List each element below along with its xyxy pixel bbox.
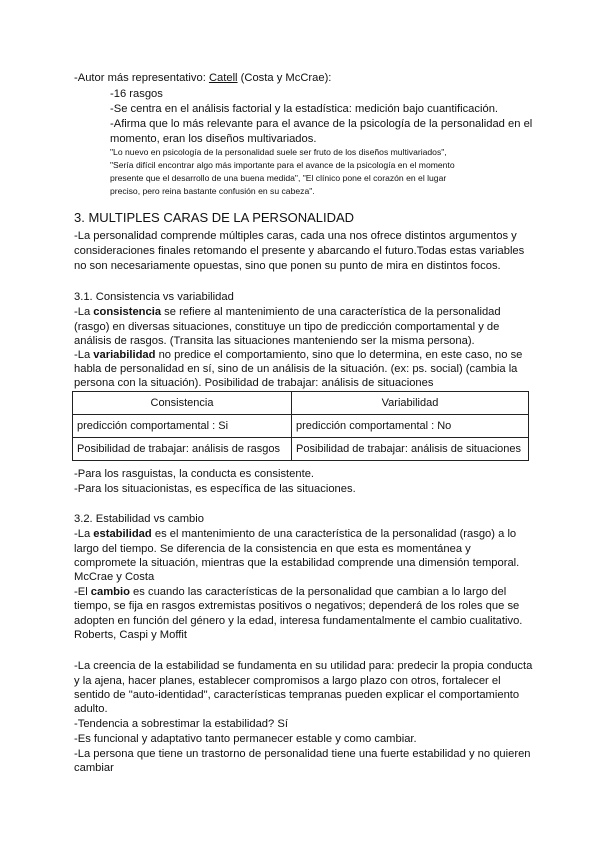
cambio-line: Roberts, Caspi y Moffit [74,629,187,641]
comparison-table [72,391,529,461]
table-cell: Posibilidad de trabajar: análisis de rasgos [73,438,292,461]
estabilidad-line: compromete la situación, mientras que la estabilidad comprende una dimensión temporal. [74,557,520,569]
estabilidad-line: largo del tiempo. Se diferencia de la consistencia en que esta es momentánea y [74,543,471,555]
consistencia-line: análisis de rasgos. (Transita las situaciones manteniendo ser la misma persona). [74,335,475,347]
autor-name: Catell [208,72,238,84]
consistencia-term: consistencia [93,306,162,318]
cambio-line [74,585,506,599]
quote-line: preciso, pero reina bastante confusión en su cabeza". [110,186,315,196]
variabilidad-rest: no predice el comportamiento, sino que lo determina, en este caso, no se [155,349,523,361]
variabilidad-line [74,348,522,362]
autor-item: -16 rasgos [110,88,163,100]
autor-suffix: (Costa y McCrae): [237,72,332,84]
quote-line: "Sería difícil encontrar algo más importante para el avance de la psicología en el momento [110,160,455,170]
autor-item: -Afirma que lo más relevante para el avance de la psicología de la personalidad en el [110,118,533,130]
cambio-term: cambio [90,586,130,598]
estabilidad-line [74,527,516,541]
table-cell: predicción comportamental : Si [73,415,292,438]
variabilidad-term: variabilidad [93,349,156,361]
creencia-line: sentido de "auto-identidad", características tempranas pueden explicar el comportamiento [74,689,520,701]
section31-after: -Para los rasguistas, la conducta es consistente. [74,468,315,480]
creencia-line: adulto. [74,703,108,715]
consistencia-pre: -La [74,306,94,318]
consistencia-line [74,305,501,319]
creencia-line: y la ajena, hacer planes, establecer compromisos a largo plazo con otros, fortalecer el [74,675,501,687]
creencia-line: cambiar [74,762,114,774]
estabilidad-term: estabilidad [93,528,152,540]
creencia-line: -Tendencia a sobrestimar la estabilidad? Sí [74,718,288,730]
section32-title: 3.2. Estabilidad vs cambio [74,513,204,525]
estabilidad-pre: -La [74,528,94,540]
autor-item: -Se centra en el análisis factorial y la estadística: medición bajo cuantificación. [110,103,499,115]
autor-item: momento, eran los diseños multivariados. [110,133,317,145]
consistencia-rest: se refiere al mantenimiento de una característica de la personalidad [161,306,501,318]
creencia-line: -La creencia de la estabilidad se fundamenta en su utilidad para: predecir la propia conducta [74,660,533,672]
creencia-line: -La persona que tiene un trastorno de personalidad tiene una fuerte estabilidad y no quieren [74,748,531,760]
autor-prefix: -Autor más representativo: [74,72,209,84]
cambio-rest: es cuando las características de la personalidad que cambian a lo largo del [129,586,507,598]
estabilidad-line: McCrae y Costa [74,571,155,583]
section3-title: 3. MULTIPLES CARAS DE LA PERSONALIDAD [74,210,355,225]
table-header-cell: Variabilidad [292,392,529,415]
quote-line: "Lo nuevo en psicología de la personalidad suele ser fruto de los diseños multivariados", [110,147,447,157]
section3-intro: consideraciones finales retomando el presente y abarcando el futuro.Todas estas variables [74,245,525,257]
cambio-pre: -El [74,586,91,598]
estabilidad-rest: es el mantenimiento de una característica de la personalidad (rasgo) a lo [151,528,517,540]
section31-title: 3.1. Consistencia vs variabilidad [74,291,234,303]
table-header-cell: Consistencia [73,392,292,415]
variabilidad-line: habla de personalidad en sí, sino de un análisis de la situación. (ex: ps. social) (cambia la [74,363,518,375]
consistencia-line: (rasgo) en diversas situaciones, constituye un tipo de predicción comportamental y de [74,321,500,333]
section3-intro: -La personalidad comprende múltiples caras, cada una nos ofrece distintos argumentos y [74,230,517,242]
section31-after: -Para los situacionistas, es específica de las situaciones. [74,483,356,495]
variabilidad-pre: -La [74,349,94,361]
table-row [73,438,529,461]
table-row [73,415,529,438]
table-cell: Posibilidad de trabajar: análisis de situaciones [292,438,529,461]
table-cell: predicción comportamental : No [292,415,529,438]
creencia-line: -Es funcional y adaptativo tanto permanecer estable y como cambiar. [74,733,417,745]
cambio-line: tiempo, se fija en rasgos extremistas positivos o negativos; dependerá de los roles que se [74,600,520,612]
cambio-line: adopten en función del género y la edad, interesa fundamentalmente el cambio cualitativo. [74,615,523,627]
variabilidad-line: persona con la situación). Posibilidad de trabajar: análisis de situaciones [74,377,434,389]
table-header-row [73,392,529,415]
autor-line [74,71,331,85]
quote-line: presente que el desarrollo de una buena medida", "El clínico pone el corazón en el lugar [110,173,447,183]
section3-intro: no son necesariamente opuestas, sino que ponen su punto de mira en distintos focos. [74,260,501,272]
